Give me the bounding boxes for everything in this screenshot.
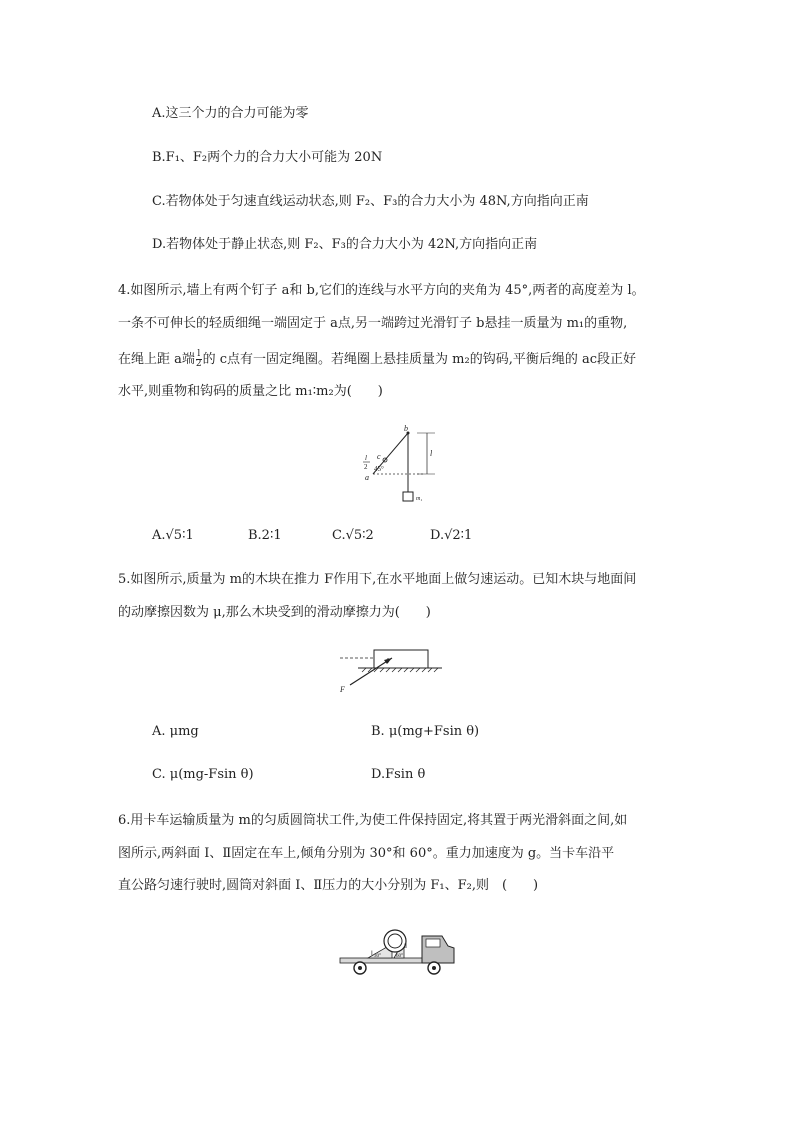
q6-rear-hub <box>358 966 362 970</box>
q4-option-d: D.√2∶1 <box>430 528 473 543</box>
q5-text-line2: 的动摩擦因数为 μ,那么木块受到的滑动摩擦力为( ) <box>118 605 431 620</box>
q5-text-line1: 5.如图所示,质量为 m的木块在推力 F作用下,在水平地面上做匀速运动。已知木块与地面间 <box>118 572 637 587</box>
q4-label-l-num: l <box>365 454 367 462</box>
q4-label-l: l <box>430 449 433 458</box>
q6-truck-bed <box>340 958 422 963</box>
q5-figure <box>336 645 444 697</box>
q6-text-line3: 直公路匀速行驶时,圆筒对斜面 Ⅰ、Ⅱ压力的大小分别为 F₁、F₂,则 ( ) <box>118 878 539 893</box>
q6-text-line1: 6.用卡车运输质量为 m的匀质圆筒状工件,为使工件保持固定,将其置于两光滑斜面之间,如 <box>118 813 628 828</box>
q4-label-angle: 45° <box>374 465 384 473</box>
q6-text-line2: 图所示,两斜面 Ⅰ、Ⅱ固定在车上,倾角分别为 30°和 60°。重力加速度为 g。当卡车沿平 <box>118 846 615 861</box>
q6-label-30: 30° <box>374 954 381 959</box>
q3-option-b: B.F₁、F₂两个力的合力大小可能为 20N <box>152 150 383 165</box>
q3-option-c: C.若物体处于匀速直线运动状态,则 F₂、F₃的合力大小为 48N,方向指向正南 <box>152 194 589 209</box>
q4-line3-pre: 在绳上距 a端 <box>118 352 195 367</box>
q4-option-c: C.√5∶2 <box>332 528 374 543</box>
q4-figure <box>355 422 445 508</box>
q4-label-b: b <box>404 424 408 433</box>
q4-frac-num: l <box>197 349 201 359</box>
q5-label-F: F <box>340 685 345 694</box>
q4-option-a: A.√5∶1 <box>152 528 194 543</box>
q6-label-II: Ⅱ <box>404 944 407 950</box>
q4-label-a: a <box>365 473 369 482</box>
q4-line3-post: 的 c点有一固定绳圈。若绳圈上悬挂质量为 m₂的钩码,平衡后绳的 ac段正好 <box>202 352 637 367</box>
q6-cab-window <box>426 939 440 947</box>
q4-text-line3 <box>118 350 636 369</box>
q5-option-a: A. μmg <box>152 724 199 739</box>
q6-cylinder-outer <box>384 930 406 952</box>
q5-option-d: D.Fsin θ <box>371 767 426 782</box>
q4-weight-m1 <box>403 492 413 501</box>
q5-option-b: B. μ(mg+Fsin θ) <box>371 724 480 739</box>
q3-option-a: A.这三个力的合力可能为零 <box>152 106 309 121</box>
q4-label-c: c <box>377 452 381 461</box>
q6-truck-figure <box>338 926 458 980</box>
q5-block <box>374 650 428 668</box>
q6-front-hub <box>432 966 436 970</box>
q4-label-l-den: 2 <box>364 463 368 471</box>
q4-text-line1: 4.如图所示,墙上有两个钉子 a和 b,它们的连线与水平方向的夹角为 45°,两者的高度差为 l。 <box>118 283 645 298</box>
q4-line3-fraction <box>196 350 202 369</box>
q4-text-line2: 一条不可伸长的轻质细绳一端固定于 a点,另一端跨过光滑钉子 b悬挂一质量为 m₁的重物, <box>118 316 628 331</box>
q4-label-m1: m₁ <box>416 496 423 502</box>
q6-label-I: Ⅰ <box>371 951 373 957</box>
q3-option-d: D.若物体处于静止状态,则 F₂、F₃的合力大小为 42N,方向指向正南 <box>152 237 538 252</box>
q6-label-60: 60° <box>396 954 403 959</box>
q4-option-b: B.2∶1 <box>248 528 282 543</box>
q5-option-c: C. μ(mg-Fsin θ) <box>152 767 254 782</box>
q5-label-theta: θ <box>386 657 390 665</box>
q4-frac-den: 2 <box>195 359 202 369</box>
q4-text-line4: 水平,则重物和钩码的质量之比 m₁∶m₂为( ) <box>118 384 383 399</box>
